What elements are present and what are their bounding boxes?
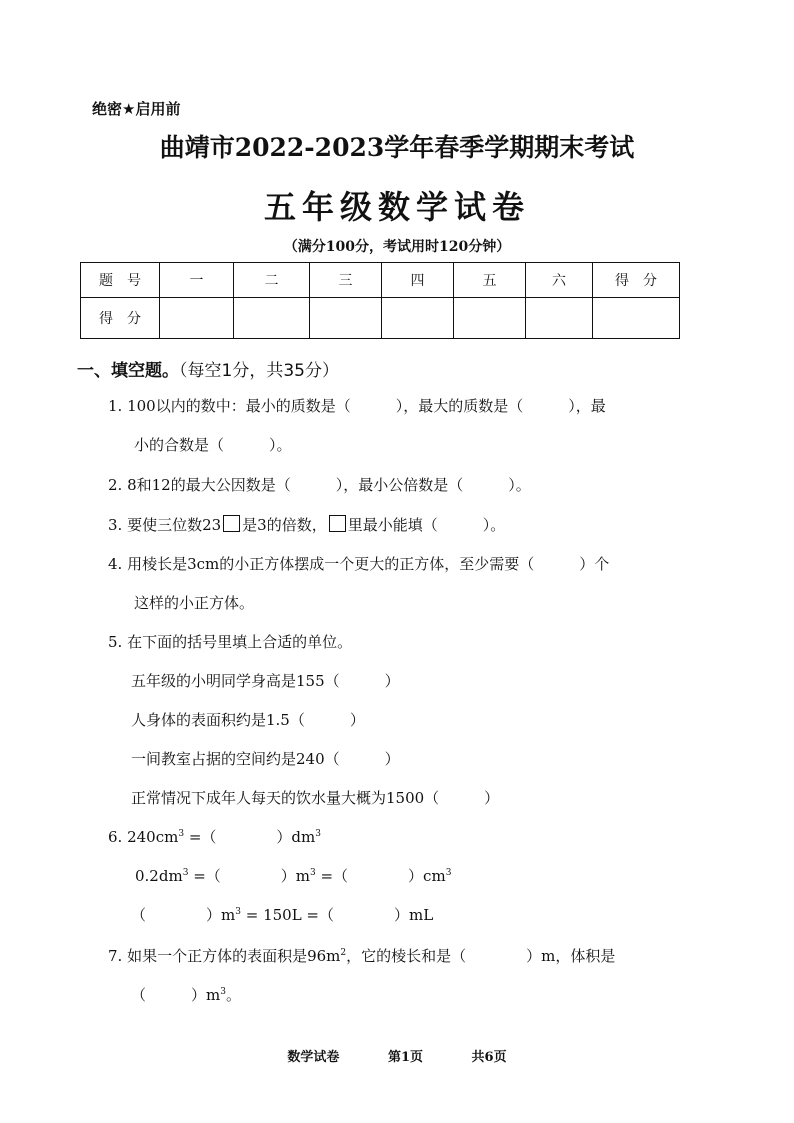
superscript: 3 [315, 829, 321, 839]
superscript: 3 [182, 868, 189, 878]
score-input-cell[interactable] [382, 298, 454, 339]
q6-text: =（ ）m [188, 867, 310, 885]
score-input-cell[interactable] [454, 298, 526, 339]
score-table-cell: 六 [526, 263, 593, 298]
question-4-line-1: 4. 用棱长是3cm的小正方体摆成一个更大的正方体，至少需要（ ）个 [108, 555, 610, 573]
superscript: 3 [445, 868, 452, 878]
score-table-cell: 四 [382, 263, 454, 298]
score-input-cell[interactable] [310, 298, 382, 339]
q6-text: 0.2dm [135, 867, 183, 885]
question-5-item-4: 正常情况下成年人每天的饮水量大概为1500（ ） [131, 789, 500, 807]
q6-text: =（ ）dm [184, 828, 316, 846]
section-title: 一、填空题。 [77, 361, 179, 381]
score-table-cell: 二 [234, 263, 310, 298]
superscript: 3 [235, 907, 241, 917]
footer-subject: 数学试卷 [287, 1050, 340, 1065]
question-5-item-1: 五年级的小明同学身高是155（ ） [131, 672, 400, 690]
q6-text: = 150L =（ ）mL [240, 906, 434, 924]
superscript: 2 [340, 948, 347, 958]
question-1-line-2: 小的合数是（ ）。 [134, 436, 292, 454]
question-3 [108, 514, 505, 535]
score-input-cell[interactable] [234, 298, 310, 339]
q6-text: =（ ）cm [315, 867, 446, 885]
score-input-cell[interactable] [526, 298, 593, 339]
question-3-part-a: 3. 要使三位数23 [108, 516, 222, 534]
q7-text: ，它的棱长和是（ ）m，体积是 [346, 947, 616, 965]
question-3-part-c: 里最小能填（ ）。 [347, 516, 506, 534]
footer-total-pages: 共6页 [471, 1050, 507, 1065]
superscript: 3 [309, 868, 316, 878]
superscript: 3 [178, 829, 185, 839]
score-table-cell: 三 [310, 263, 382, 298]
page-footer [0, 1046, 794, 1065]
q7-text: 。 [225, 986, 241, 1004]
footer-page-number: 第1页 [387, 1050, 423, 1065]
question-5: 5. 在下面的括号里填上合适的单位。 [108, 633, 353, 651]
question-6-line-2 [135, 865, 451, 886]
q7-text: （ ）m [131, 986, 221, 1004]
q7-text: 7. 如果一个正方体的表面积是96m [108, 947, 341, 965]
superscript: 3 [220, 987, 226, 997]
confidential-label: 绝密★启用前 [92, 100, 181, 118]
score-table-cell: 得 分 [593, 263, 680, 298]
score-table-cell: 五 [454, 263, 526, 298]
q6-text: 6. 240cm [108, 828, 179, 846]
question-2: 2. 8和12的最大公因数是（ ），最小公倍数是（ ）。 [108, 476, 531, 494]
question-5-item-2: 人身体的表面积约是1.5（ ） [131, 711, 365, 729]
score-table-cell: 一 [160, 263, 234, 298]
score-input-cell[interactable] [160, 298, 234, 339]
score-input-cell[interactable] [593, 298, 680, 339]
blank-box[interactable] [329, 515, 346, 532]
question-7-line-1 [108, 945, 615, 966]
question-6-line-3 [131, 904, 433, 925]
question-5-item-3: 一间教室占据的空间约是240（ ） [131, 750, 400, 768]
score-table-score-row [81, 298, 680, 339]
question-7-line-2 [131, 984, 241, 1005]
question-3-part-b: 是3的倍数， [242, 516, 327, 534]
score-table-cell: 得 分 [81, 298, 160, 339]
exam-note: （满分100分，考试用时120分钟） [283, 239, 511, 255]
section-detail: （每空1分，共35分） [179, 361, 339, 381]
section-heading [77, 356, 339, 381]
blank-box[interactable] [223, 515, 240, 532]
score-table-cell: 题 号 [81, 263, 160, 298]
q6-text: （ ）m [131, 906, 236, 924]
score-table [80, 262, 680, 339]
paper-title: 五年级数学试卷 [263, 188, 530, 226]
question-1-line-1: 1. 100以内的数中：最小的质数是（ ），最大的质数是（ ），最 [108, 397, 606, 415]
question-4-line-2: 这样的小正方体。 [134, 594, 255, 612]
exam-title: 曲靖市2022-2023学年春季学期期末考试 [159, 133, 635, 162]
score-table-header-row [81, 263, 680, 298]
question-6-line-1 [108, 826, 321, 847]
